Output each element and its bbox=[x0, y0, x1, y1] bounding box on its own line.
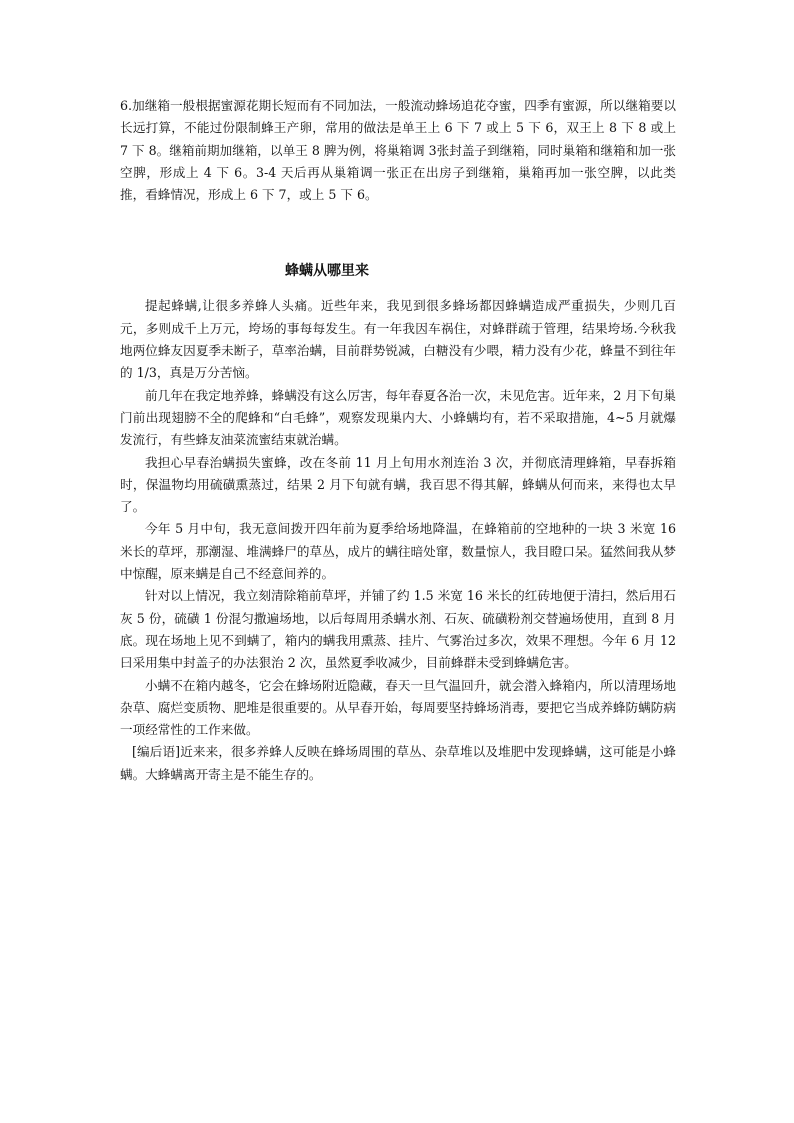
article-paragraph-6: 小螨不在箱内越冬，它会在蜂场附近隐藏，春天一旦气温回升，就会潜入蜂箱内，所以清理场地杂草、腐烂变质物、肥堆是很重要的。从早春开始，每周要坚持蜂场消毒，要把它当成养蜂防螨防病一项经常性的工作来做。 bbox=[120, 677, 676, 738]
hive-expansion-paragraph: 6.加继箱一般根据蜜源花期长短而有不同加法，一般流动蜂场追花夺蜜，四季有蜜源，所以继箱要以长远打算，不能过份限制蜂王产卵，常用的做法是单王上 6 下 7 或上 5 下 6，双王上 8 下 8 或上 7 下 8。继箱前期加继箱，以单王 8 脾为例，将巢箱调 3张封盖子到继箱，同时巢箱和继箱和加一张空脾，形成上 4 下 6。3-4 天后再从巢箱调一张正在出房子到继箱，巢箱再加一张空脾，以此类推，看蜂情况，形成上 6 下 7，或上 5 下 6。 bbox=[120, 98, 676, 203]
article-paragraph-4: 今年 5 月中旬，我无意间拨开四年前为夏季给场地降温，在蜂箱前的空地种的一块 3 米宽 16 米长的草坪，那潮湿、堆满蜂尸的草丛，成片的螨往暗处窜，数量惊人，我目瞪口呆。猛然间我从梦中惊醒，原来螨是自己不经意间养的。 bbox=[120, 521, 676, 582]
article-paragraph-3: 我担心早春治螨损失蜜蜂，改在冬前 11 月上旬用水剂连治 3 次，并彻底清理蜂箱，早春拆箱时，保温物均用硫磺熏蒸过，结果 2 月下旬就有螨，我百思不得其解，蜂螨从何而来，来得也太早了。 bbox=[120, 454, 676, 515]
editor-note-paragraph: [编后语]近来来，很多养蜂人反映在蜂场周围的草丛、杂草堆以及堆肥中发现蜂螨，这可能是小蜂螨。大蜂螨离开寄主是不能生存的。 bbox=[120, 744, 676, 782]
document-body bbox=[120, 95, 676, 786]
article-paragraph-5: 针对以上情况，我立刻清除箱前草坪，并铺了约 1.5 米宽 16 米长的红砖地便于清扫，然后用石灰 5 份，硫磺 1 份混匀撒遍场地，以后每周用杀螨水剂、石灰、硫磺粉剂交替遍场使用，直到 8 月底。现在场地上见不到螨了，箱内的螨我用熏蒸、挂片、气雾治过多次，效果不理想。今年 6 月 12 曰采用集中封盖子的办法狠治 2 次，虽然夏季收减少，目前蜂群未受到蜂螨危害。 bbox=[120, 588, 676, 671]
article-paragraph-2: 前几年在我定地养蜂，蜂螨没有这么厉害，每年春夏各治一次，未见危害。近年来，2 月下旬巢门前出现翅膀不全的爬蜂和“白毛蜂”，观察发现巢内大、小蜂螨均有，若不采取措施，4~5 月就爆发流行，有些蜂友油菜流蜜结束就治螨。 bbox=[120, 387, 676, 448]
article-title: 蜂螨从哪里来 bbox=[285, 263, 369, 280]
article-paragraph-1: 提起蜂螨,让很多养蜂人头痛。近些年来，我见到很多蜂场都因蜂螨造成严重损失，少则几百元，多则成千上万元，垮场的事每每发生。有一年我因车祸住，对蜂群疏于管理，结果垮场.今秋我地两位蜂友因夏季未断子，草率治螨，目前群势锐减，白糖没有少喂，精力没有少花，蜂量不到往年的 1/3，真是万分苦恼。 bbox=[120, 298, 676, 381]
